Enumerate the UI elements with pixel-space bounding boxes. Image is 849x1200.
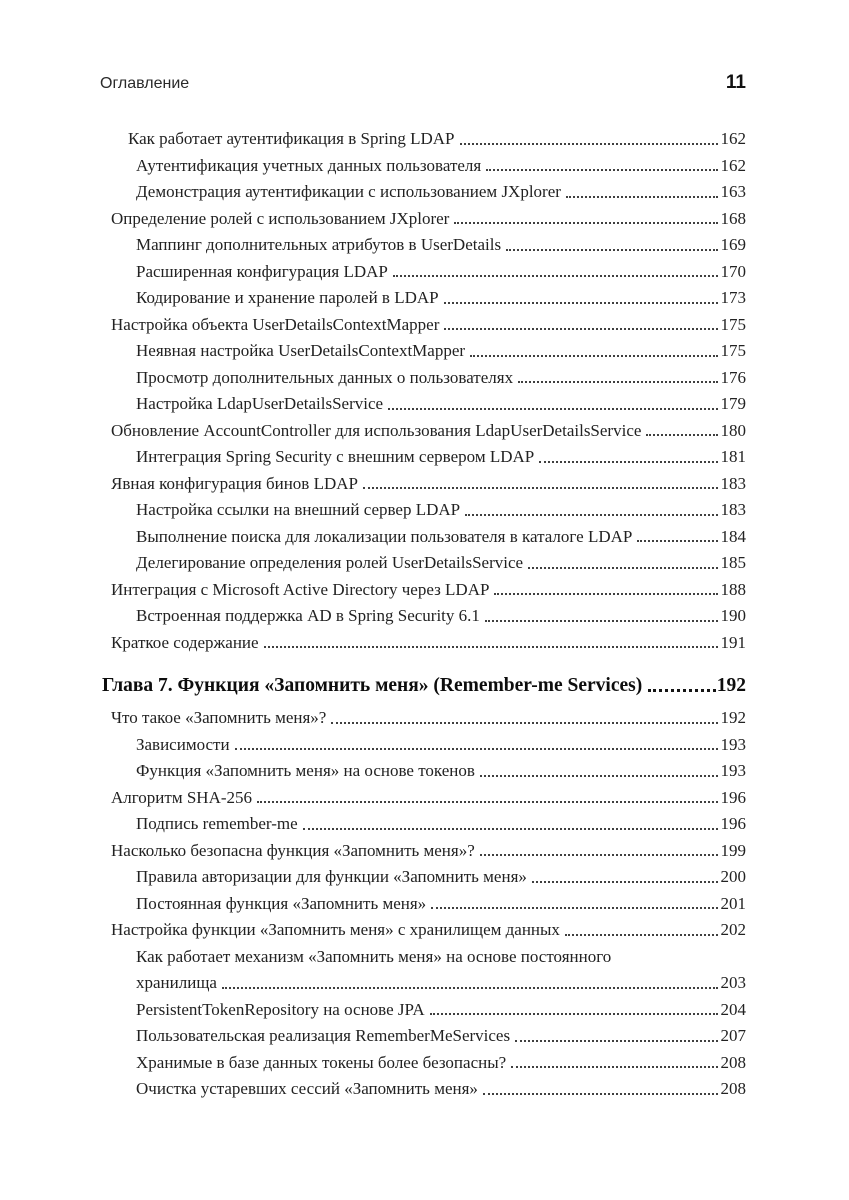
dot-leader xyxy=(235,748,718,750)
toc-entry-row xyxy=(100,179,746,206)
toc-entry-title: Постоянная функция «Запомнить меня» xyxy=(136,893,427,913)
dot-leader xyxy=(264,646,718,648)
dot-leader xyxy=(646,434,717,436)
dot-leader xyxy=(494,593,717,595)
toc-entry-page: 175 xyxy=(720,314,746,334)
toc-entry-title: Пользовательская реализация RememberMeServices xyxy=(136,1026,511,1045)
toc-entry-page: 191 xyxy=(720,632,746,652)
toc-entry-row xyxy=(100,864,746,891)
toc-entry-page: 163 xyxy=(720,182,746,201)
toc-entry-row xyxy=(100,997,746,1024)
folio-page-number: 11 xyxy=(725,72,746,93)
dot-leader xyxy=(565,934,718,936)
dot-leader xyxy=(511,1066,717,1068)
toc-entry-title: Очистка устаревших сессий «Запомнить меня» xyxy=(136,1079,478,1098)
toc-entry-page: 175 xyxy=(720,341,746,360)
dot-leader xyxy=(363,487,718,489)
toc-entry-title: Что такое «Запомнить меня»? xyxy=(111,708,327,727)
toc-entry-title: Подпись remember-me xyxy=(136,814,298,833)
dot-leader xyxy=(566,196,718,198)
toc-entry-page: 200 xyxy=(720,867,746,886)
toc-entry-page: 173 xyxy=(720,288,746,307)
toc-entry-title: Аутентификация учетных данных пользователя xyxy=(136,155,482,175)
toc-entry-row xyxy=(100,391,746,418)
dot-leader xyxy=(257,801,717,803)
dot-leader xyxy=(483,1093,718,1095)
dot-leader xyxy=(480,854,718,856)
dot-leader xyxy=(528,567,717,569)
dot-leader xyxy=(431,907,717,909)
dot-leader xyxy=(454,222,717,224)
toc-entry-title-continuation: хранилища xyxy=(136,973,217,992)
toc-entry-title: Определение ролей с использованием JXplorer xyxy=(111,208,450,228)
toc-entry-page: 204 xyxy=(720,999,746,1019)
toc-entry-page: 203 xyxy=(720,973,746,992)
toc-entry-page: 183 xyxy=(720,473,746,493)
toc-entry-title: Хранимые в базе данных токены более безопасны? xyxy=(136,1052,507,1072)
toc-entry-row xyxy=(100,497,746,524)
toc-entry-row xyxy=(100,338,746,365)
toc-entry-row xyxy=(100,811,746,838)
toc-entry-row xyxy=(100,1023,746,1050)
dot-leader xyxy=(485,620,718,622)
table-of-contents xyxy=(100,126,746,1103)
toc-entry-page: 184 xyxy=(720,526,746,546)
dot-leader xyxy=(506,249,717,251)
toc-entry-page: 208 xyxy=(720,1052,746,1072)
toc-entry-row xyxy=(100,1076,746,1103)
toc-entry-page: 181 xyxy=(720,447,746,466)
toc-entry-page: 193 xyxy=(720,761,746,780)
toc-entry-row xyxy=(100,365,746,392)
toc-entry-title: Кодирование и хранение паролей в LDAP xyxy=(136,288,439,307)
dot-leader xyxy=(465,514,717,516)
toc-entry-title: Настройка LdapUserDetailsService xyxy=(136,394,384,413)
toc-entry-row xyxy=(100,524,746,551)
toc-entry-title: Расширенная конфигурация LDAP xyxy=(136,261,388,281)
toc-entry-page: 168 xyxy=(720,208,746,228)
toc-entry-row xyxy=(100,418,746,445)
toc-entry-row xyxy=(100,758,746,785)
toc-entry-row xyxy=(100,577,746,604)
toc-entry-title: PersistentTokenRepository на основе JPA xyxy=(136,999,425,1019)
toc-entry-page: 193 xyxy=(720,734,746,754)
toc-entry-page: 162 xyxy=(720,155,746,175)
toc-entry-page: 162 xyxy=(720,129,746,148)
toc-entry-page: 176 xyxy=(720,367,746,387)
toc-entry-page: 202 xyxy=(720,920,746,939)
toc-entry-page: 169 xyxy=(720,235,746,254)
toc-entry-page: 180 xyxy=(720,420,746,440)
dot-leader xyxy=(460,143,718,145)
toc-entry-page: 201 xyxy=(720,893,746,913)
running-head xyxy=(100,72,746,94)
toc-entry-title: Настройка функции «Запомнить меня» с хранилищем данных xyxy=(111,920,560,939)
toc-entry-title: Обновление AccountController для использования LdapUserDetailsService xyxy=(111,420,642,440)
toc-entry-row xyxy=(100,917,746,944)
dot-leader xyxy=(393,275,718,277)
dot-leader xyxy=(388,408,717,410)
dot-leader xyxy=(470,355,717,357)
toc-entry-row xyxy=(100,232,746,259)
dot-leader xyxy=(331,722,717,724)
dot-leader xyxy=(648,689,716,692)
toc-entry-page: 199 xyxy=(720,840,746,860)
toc-entry-title: Делегирование определения ролей UserDetailsService xyxy=(136,553,524,572)
toc-entry-page: 196 xyxy=(720,787,746,807)
toc-entry-title: Просмотр дополнительных данных о пользователях xyxy=(136,367,514,387)
toc-chapter-page: 192 xyxy=(716,675,746,696)
toc-entry-row xyxy=(100,838,746,865)
dot-leader xyxy=(430,1013,718,1015)
dot-leader xyxy=(444,328,717,330)
toc-entry-page: 188 xyxy=(720,579,746,599)
toc-entry-title: Встроенная поддержка AD в Spring Security 6.1 xyxy=(136,606,480,625)
dot-leader xyxy=(486,169,717,171)
toc-entry-row xyxy=(100,285,746,312)
toc-entry-row xyxy=(100,444,746,471)
toc-entry-title: Интеграция с Microsoft Active Directory через LDAP xyxy=(111,579,490,599)
toc-entry-title: Настройка ссылки на внешний сервер LDAP xyxy=(136,500,461,519)
toc-entry-row xyxy=(100,785,746,812)
toc-entry-title: Функция «Запомнить меня» на основе токенов xyxy=(136,761,475,780)
toc-entry-title: Как работает механизм «Запомнить меня» на основе постоянного xyxy=(136,946,612,966)
toc-entry-title: Выполнение поиска для локализации пользователя в каталоге LDAP xyxy=(136,526,633,546)
toc-entry-title: Настройка объекта UserDetailsContextMapper xyxy=(111,314,440,334)
toc-entry-title: Зависимости xyxy=(136,734,230,754)
toc-entry-page: 190 xyxy=(720,606,746,625)
toc-entry-row xyxy=(100,891,746,918)
toc-entry-page: 208 xyxy=(720,1079,746,1098)
toc-entry-title: Правила авторизации для функции «Запомнить меня» xyxy=(136,867,527,886)
toc-entry-row xyxy=(100,1050,746,1077)
toc-entry-title: Маппинг дополнительных атрибутов в UserDetails xyxy=(136,235,502,254)
dot-leader xyxy=(444,302,718,304)
toc-entry-page: 170 xyxy=(720,261,746,281)
toc-entry-row xyxy=(100,630,746,657)
toc-entry-title: Явная конфигурация бинов LDAP xyxy=(111,473,358,493)
dot-leader xyxy=(515,1040,717,1042)
toc-entry-row-continuation xyxy=(100,970,746,997)
dot-leader xyxy=(532,881,718,883)
dot-leader xyxy=(518,381,717,383)
toc-entry-row xyxy=(100,206,746,233)
dot-leader xyxy=(480,775,718,777)
toc-entry-row xyxy=(100,732,746,759)
toc-chapter-row xyxy=(100,671,746,701)
toc-entry-page: 183 xyxy=(720,500,746,519)
toc-entry-row xyxy=(100,312,746,339)
toc-entry-title: Демонстрация аутентификации с использованием JXplorer xyxy=(136,182,561,201)
toc-entry-row xyxy=(100,259,746,286)
toc-entry-page: 196 xyxy=(720,814,746,833)
toc-entry-row xyxy=(100,550,746,577)
dot-leader xyxy=(222,987,718,989)
toc-entry-title: Как работает аутентификация в Spring LDAP xyxy=(128,129,455,148)
dot-leader xyxy=(637,540,717,542)
toc-entry-page: 207 xyxy=(720,1026,746,1045)
toc-entry-page: 185 xyxy=(720,553,746,572)
toc-chapter-title: Глава 7. Функция «Запомнить меня» (Remember-me Services) xyxy=(102,675,643,696)
toc-entry-row xyxy=(100,126,746,153)
toc-entry-row xyxy=(100,705,746,732)
toc-entry-title: Неявная настройка UserDetailsContextMapper xyxy=(136,341,466,360)
toc-entry-title: Насколько безопасна функция «Запомнить меня»? xyxy=(111,840,475,860)
toc-entry-row xyxy=(100,603,746,630)
toc-entry-title: Интеграция Spring Security с внешним сервером LDAP xyxy=(136,447,535,466)
toc-entry-title: Краткое содержание xyxy=(111,632,259,652)
dot-leader xyxy=(303,828,718,830)
toc-entry-row xyxy=(100,944,746,971)
running-head-title: Оглавление xyxy=(100,75,190,92)
toc-entry-title: Алгоритм SHA-256 xyxy=(111,787,253,807)
toc-entry-page: 179 xyxy=(720,394,746,413)
toc-entry-row xyxy=(100,153,746,180)
dot-leader xyxy=(539,461,717,463)
toc-entry-page: 192 xyxy=(720,708,746,727)
toc-entry-row xyxy=(100,471,746,498)
